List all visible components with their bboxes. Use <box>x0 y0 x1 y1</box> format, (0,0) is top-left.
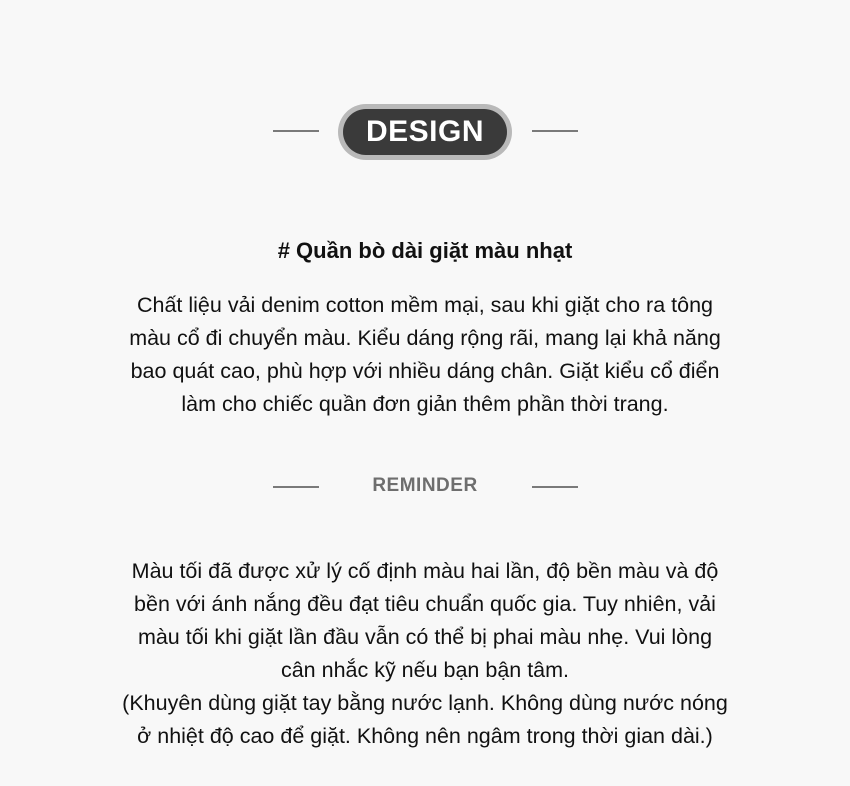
reminder-text-line: ở nhiệt độ cao để giặt. Không nên ngâm trong thời gian dài.) <box>137 724 713 748</box>
product-heading: # Quần bò dài giặt màu nhạt <box>277 238 573 263</box>
reminder-text-line: cân nhắc kỹ nếu bạn bận tâm. <box>280 658 570 682</box>
reminder-divider-left <box>273 486 319 488</box>
reminder-label: REMINDER <box>372 475 478 496</box>
design-description-line: bao quát cao, phù hợp với nhiều dáng chân. Giặt kiểu cổ điển <box>130 359 720 383</box>
design-description-line: làm cho chiếc quần đơn giản thêm phần thời trang. <box>181 392 669 416</box>
reminder-text-line: Màu tối đã được xử lý cố định màu hai lần, độ bền màu và độ <box>131 559 719 583</box>
reminder-text-line: bền với ánh nắng đều đạt tiêu chuẩn quốc gia. Tuy nhiên, vải <box>134 592 716 616</box>
design-divider-left <box>273 130 319 132</box>
design-description-line: màu cổ đi chuyển màu. Kiểu dáng rộng rãi, mang lại khả năng <box>129 326 721 350</box>
design-description <box>100 289 750 421</box>
design-description-line: Chất liệu vải denim cotton mềm mại, sau khi giặt cho ra tông <box>136 293 713 317</box>
reminder-text <box>100 555 750 753</box>
reminder-text-line: (Khuyên dùng giặt tay bằng nước lạnh. Không dùng nước nóng <box>122 691 728 715</box>
design-badge <box>338 104 512 160</box>
reminder-text-line: màu tối khi giặt lần đầu vẫn có thể bị phai màu nhẹ. Vui lòng <box>137 625 713 649</box>
design-divider-right <box>532 130 578 132</box>
design-badge-label: DESIGN <box>343 109 507 155</box>
reminder-divider-right <box>532 486 578 488</box>
